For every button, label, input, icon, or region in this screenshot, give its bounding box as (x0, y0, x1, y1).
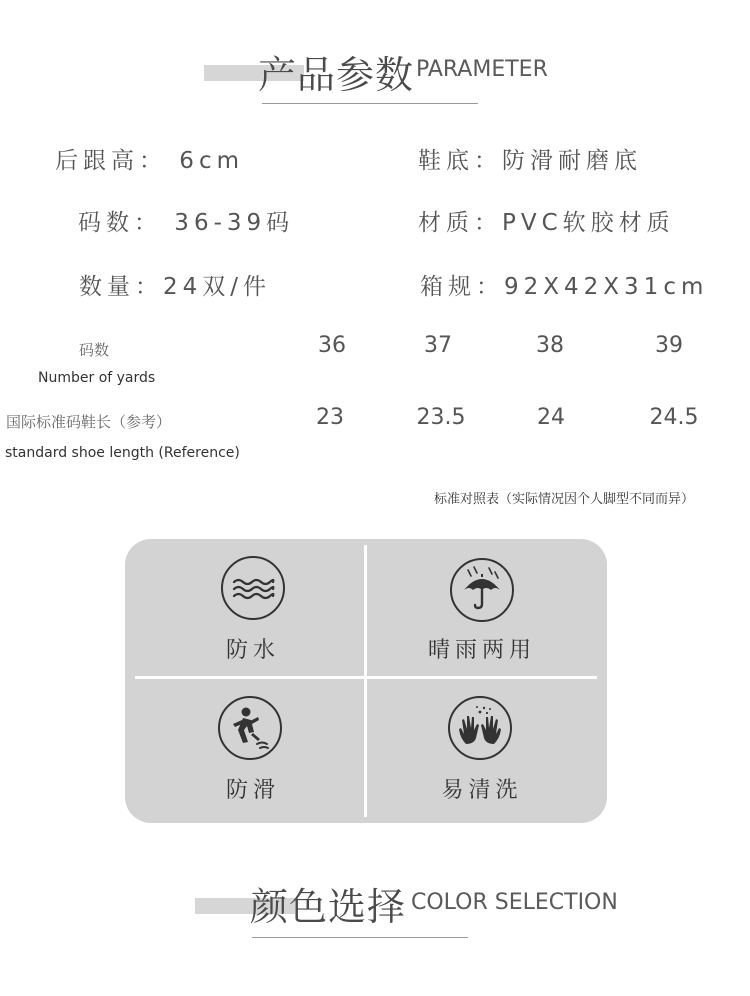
param-quantity: 数量：24双/件 (79, 274, 272, 300)
color-header-subtitle: COLOR SELECTION (411, 890, 618, 915)
param-material: 材质：PVC软胶材质 (418, 210, 675, 236)
feature-label-easy-clean: 易清洗 (441, 778, 523, 803)
param-sole: 鞋底：防滑耐磨底 (418, 148, 642, 174)
panel-divider-horizontal (135, 676, 597, 679)
waves-icon (221, 556, 285, 620)
panel-divider-vertical (364, 545, 367, 817)
length-value: 24.5 (649, 405, 699, 430)
feature-panel (125, 539, 607, 823)
param-header-subtitle: PARAMETER (416, 57, 548, 82)
feature-label-all-weather: 晴雨两用 (427, 638, 536, 663)
param-header-title: 产品参数 (258, 53, 415, 97)
size-label-en: Number of yards (38, 370, 156, 386)
size-label-cn: 码数 (79, 341, 110, 359)
length-label-cn: 国际标准码鞋长（参考） (6, 413, 172, 431)
hands-icon (448, 696, 512, 760)
length-label-en: standard shoe length (Reference) (5, 445, 240, 461)
length-value: 23 (316, 405, 344, 430)
feature-label-anti-slip: 防滑 (225, 778, 280, 803)
feature-label-waterproof: 防水 (225, 638, 280, 663)
param-carton: 箱规：92X42X31cm (420, 274, 709, 300)
color-header-title: 颜色选择 (250, 885, 407, 929)
size-value: 37 (424, 333, 452, 358)
color-header-underline (252, 937, 468, 938)
size-value: 39 (655, 333, 683, 358)
length-value: 24 (537, 405, 565, 430)
size-value: 36 (318, 333, 346, 358)
length-value: 23.5 (416, 405, 466, 430)
param-header-underline (262, 103, 478, 104)
size-value: 38 (536, 333, 564, 358)
param-heel-height: 后跟高： 6cm (55, 148, 244, 174)
param-size-range: 码数： 36-39码 (78, 210, 295, 236)
slip-icon (218, 696, 282, 760)
size-table-note: 标准对照表（实际情况因个人脚型不同而异） (434, 492, 695, 507)
umbrella-icon (450, 558, 514, 622)
